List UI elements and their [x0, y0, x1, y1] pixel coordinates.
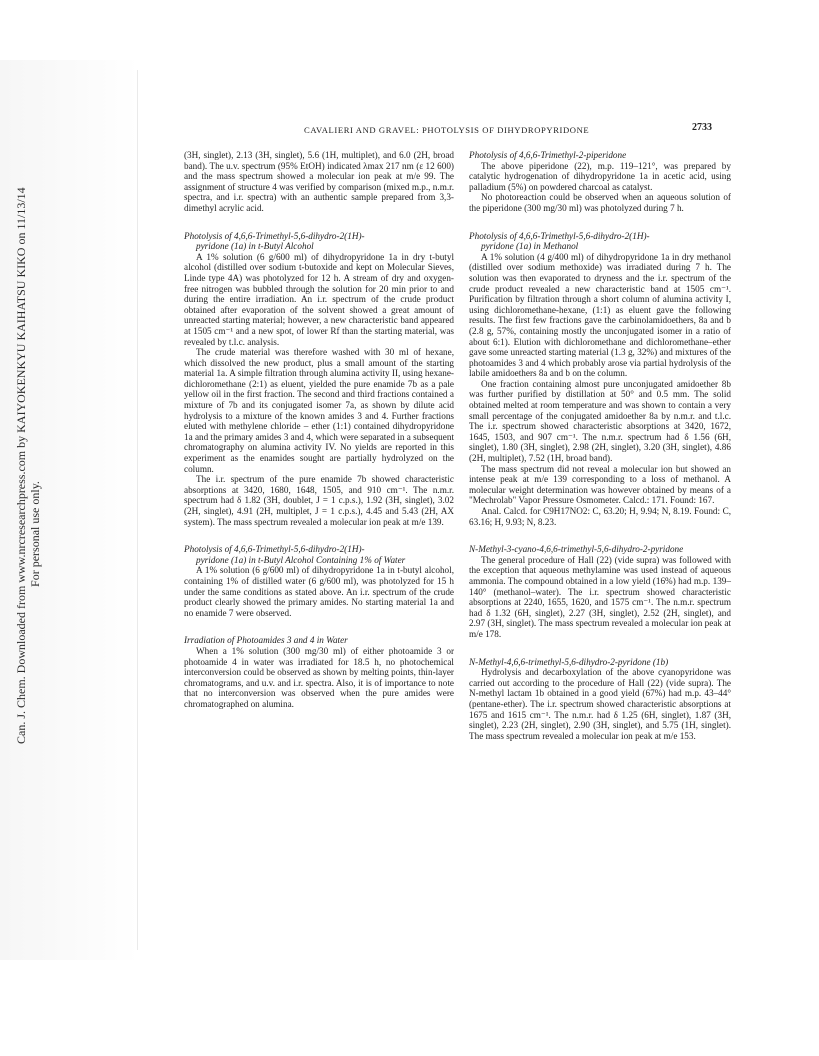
section-gap	[469, 640, 731, 657]
page-edge	[137, 70, 138, 950]
section-heading	[469, 231, 731, 252]
body-paragraph: When a 1% solution (300 mg/30 ml) of either photoamide 3 or photoamide 4 in water was irradiated for 18.5 h, no photochemical interconversion could be observed as shown by melting points, thin-layer chromatograms, and u.v. and i.r. spectra. Also, it is of importance to note that no interconversion was observed when the pure amides were chromatographed on alumina.	[184, 645, 454, 709]
section-heading	[184, 231, 454, 252]
section-heading	[469, 657, 731, 668]
section-heading-title: Photolysis of 4,6,6-Trimethyl-5,6-dihydro-2(1H)-	[184, 230, 365, 241]
section-heading-title: Photolysis of 4,6,6-Trimethyl-5,6-dihydro-2(1H)-	[184, 544, 365, 555]
body-paragraph: (3H, singlet), 2.13 (3H, singlet), 5.6 (1H, multiplet), and 6.0 (2H, broad band). The u.v. spectrum (95% EtOH) indicated λmax 217 nm (ε 12 600) and the mass spectrum showed a molecular ion peak at m/e 99. The assignment of structure 4 was verified by comparison (mixed m.p., n.m.r. spectra, and i.r. spectra) with an authentic sample prepared from 3,3-dimethyl acrylic acid.	[184, 150, 454, 213]
body-paragraph: The i.r. spectrum of the pure enamide 7b showed characteristic absorptions at 3420, 1680, 1648, 1505, and 910 cm⁻¹. The n.m.r. spectrum had δ 1.82 (3H, doublet, J = 1 c.p.s.), 1.92 (3H, singlet), 3.02 (2H, singlet), 4.91 (2H, multiplet, J = 1 c.p.s.), 4.45 and 5.43 (2H, AX system). The mass spectrum revealed a molecular ion peak at m/e 139.	[184, 474, 454, 527]
body-paragraph: A 1% solution (6 g/600 ml) of dihydropyridone 1a in dry t-butyl alcohol (distilled over sodium t-butoxide and kept on Molecular Sieves, Linde type 4A) was photolyzed for 12 h. A stream of dry and oxygen-free nitrogen was bubbled through the solution for 20 min prior to and during the entire irradiation. An i.r. spectrum of the crude product obtained after evaporation of the solvent showed a great amount of unreacted starting material; however, a new characteristic band appeared at 1505 cm⁻¹ and a new spot, of lower Rf than the starting material, was revealed by t.l.c. analysis.	[184, 251, 454, 347]
section-heading-continuation: pyridone (1a) in t-Butyl Alcohol Containing 1% of Water	[196, 554, 406, 565]
section-heading-continuation: pyridone (1a) in Methanol	[481, 241, 579, 252]
section-heading-continuation: pyridone (1a) in t-Butyl Alcohol	[196, 241, 314, 252]
section-gap	[469, 214, 731, 231]
page-number: 2733	[692, 122, 712, 133]
body-paragraph: The mass spectrum did not reveal a molecular ion but showed an intense peak at m/e 139 corresponding to a loss of methanol. A molecular weight determination was however obtained by means of a "Mechrolab" Vapor Pressure Osmometer. Calcd.: 171. Found: 167.	[469, 463, 731, 506]
body-paragraph: No photoreaction could be observed when an aqueous solution of the piperidone (300 mg/30 ml) was photolyzed during 7 h.	[469, 192, 731, 213]
right-column	[469, 150, 731, 741]
left-column	[184, 150, 454, 710]
section-heading-title: Photolysis of 4,6,6-Trimethyl-5,6-dihydro-2(1H)-	[469, 230, 650, 241]
body-paragraph: A 1% solution (4 g/400 ml) of dihydropyridone 1a in dry methanol (distilled over sodium methoxide) was irradiated during 7 h. The solution was then evaporated to dryness and the i.r. spectrum of the crude product revealed a new characteristic band at 1505 cm⁻¹. Purification by filtration through a short column of alumina activity I, using dichloromethane-hexane, (1:1) as eluent gave the following results. The first few fractions gave the carbinolamidoethers, 8a and b (2.8 g, 57%, containing mostly the unconjugated isomer in a ratio of about 6:1). Elution with dichloromethane and dichloromethane–ether gave some unreacted starting material (1.3 g, 32%) and mixtures of the photoamides 3 and 4 which probably arose via partial hydrolysis of the labile amidoethers 8a and b on the column.	[469, 251, 731, 379]
section-heading-title: Irradiation of Photoamides 3 and 4 in Water	[184, 635, 348, 646]
watermark-line-2: For personal use only.	[28, 481, 42, 587]
section-heading	[469, 544, 731, 555]
body-paragraph: A 1% solution (6 g/600 ml) of dihydropyridone 1a in t-butyl alcohol, containing 1% of distilled water (6 g/600 ml), was photolyzed for 15 h under the same conditions as stated above. An i.r. spectrum of the crude product clearly showed the primary amides. No starting material 1a and no enamide 7 were observed.	[184, 565, 454, 618]
section-heading-title: Photolysis of 4,6,6-Trimethyl-2-piperidone	[469, 150, 627, 160]
running-title: CAVALIERI AND GRAVEL: PHOTOLYSIS OF DIHYDROPYRIDONE	[304, 125, 590, 135]
section-gap	[184, 214, 454, 231]
section-heading-title: N-Methyl-4,6,6-trimethyl-5,6-dihydro-2-pyridone (1b)	[469, 656, 669, 667]
body-paragraph: The above piperidone (22), m.p. 119–121°, was prepared by catalytic hydrogenation of dihydropyridone 1a in acetic acid, using palladium (5%) on powdered charcoal as catalyst.	[469, 160, 731, 192]
running-header	[180, 122, 712, 138]
section-gap	[184, 527, 454, 544]
section-gap	[469, 527, 731, 544]
download-watermark	[6, 187, 46, 744]
watermark-line-1: Can. J. Chem. Downloaded from www.nrcresearchpress.com by KAIYOKENKYU KAIHATSU KIKO on 11/13/14	[14, 187, 28, 744]
body-paragraph: One fraction containing almost pure unconjugated amidoether 8b was further purified by distillation at 50° and 0.5 mm. The solid obtained melted at room temperature and was shown to contain a very small percentage of the conjugated amidoether 8a by n.m.r. and t.l.c. The i.r. spectrum showed characteristic absorptions at 3420, 1672, 1645, 1503, and 907 cm⁻¹. The n.m.r. spectrum had δ 1.56 (6H, singlet), 1.80 (3H, singlet), 2.98 (2H, singlet), 3.20 (3H, singlet), 4.86 (2H, multiplet), 7.52 (1H, broad band).	[469, 378, 731, 464]
body-paragraph: The general procedure of Hall (22) (vide supra) was followed with the exception that aqueous methylamine was used instead of aqueous ammonia. The compound obtained in a low yield (16%) had m.p. 139–140° (methanol–water). The i.r. spectrum showed characteristic absorptions at 2240, 1655, 1620, and 1575 cm⁻¹. The n.m.r. spectrum had δ 1.32 (6H, singlet), 2.27 (3H, singlet), 2.52 (2H, singlet), and 2.97 (3H, singlet). The mass spectrum revealed a molecular ion peak at m/e 178.	[469, 554, 731, 639]
body-paragraph: Hydrolysis and decarboxylation of the above cyanopyridone was carried out according to the procedure of Hall (22) (vide supra). The N-methyl lactam 1b obtained in a good yield (67%) had m.p. 43–44° (pentane-ether). The i.r. spectrum showed characteristic absorptions at 1675 and 1615 cm⁻¹. The n.m.r. had δ 1.25 (6H, singlet), 1.87 (3H, singlet), 2.23 (2H, singlet), 2.90 (3H, singlet), and 5.75 (1H, singlet). The mass spectrum revealed a molecular ion peak at m/e 153.	[469, 667, 731, 741]
section-heading	[469, 150, 731, 161]
section-heading	[184, 635, 454, 646]
body-paragraph: Anal. Calcd. for C9H17NO2: C, 63.20; H, 9.94; N, 8.19. Found: C, 63.16; H, 9.93; N, 8.23.	[469, 506, 731, 527]
section-gap	[184, 618, 454, 635]
section-heading-title: N-Methyl-3-cyano-4,6,6-trimethyl-5,6-dihydro-2-pyridone	[469, 544, 684, 555]
section-heading	[184, 544, 454, 565]
body-paragraph: The crude material was therefore washed with 30 ml of hexane, which dissolved the new product, plus a small amount of the starting material 1a. A simple filtration through alumina activity II, using hexane-dichloromethane (2:1) as eluent, yielded the pure enamide 7b as a pale yellow oil in the first fraction. The second and third fractions contained a mixture of 7b and its conjugated isomer 7a, as shown by dilute acid hydrolysis to a mixture of the known amides 3 and 4. Further fractions eluted with methylene chloride – ether (1:1) contained dihydropyridone 1a and the primary amides 3 and 4, which were separated in a subsequent chromatography on alumina activity IV. No yields are reported in this experiment as the enamides sought are partially hydrolyzed on the column.	[184, 347, 454, 474]
